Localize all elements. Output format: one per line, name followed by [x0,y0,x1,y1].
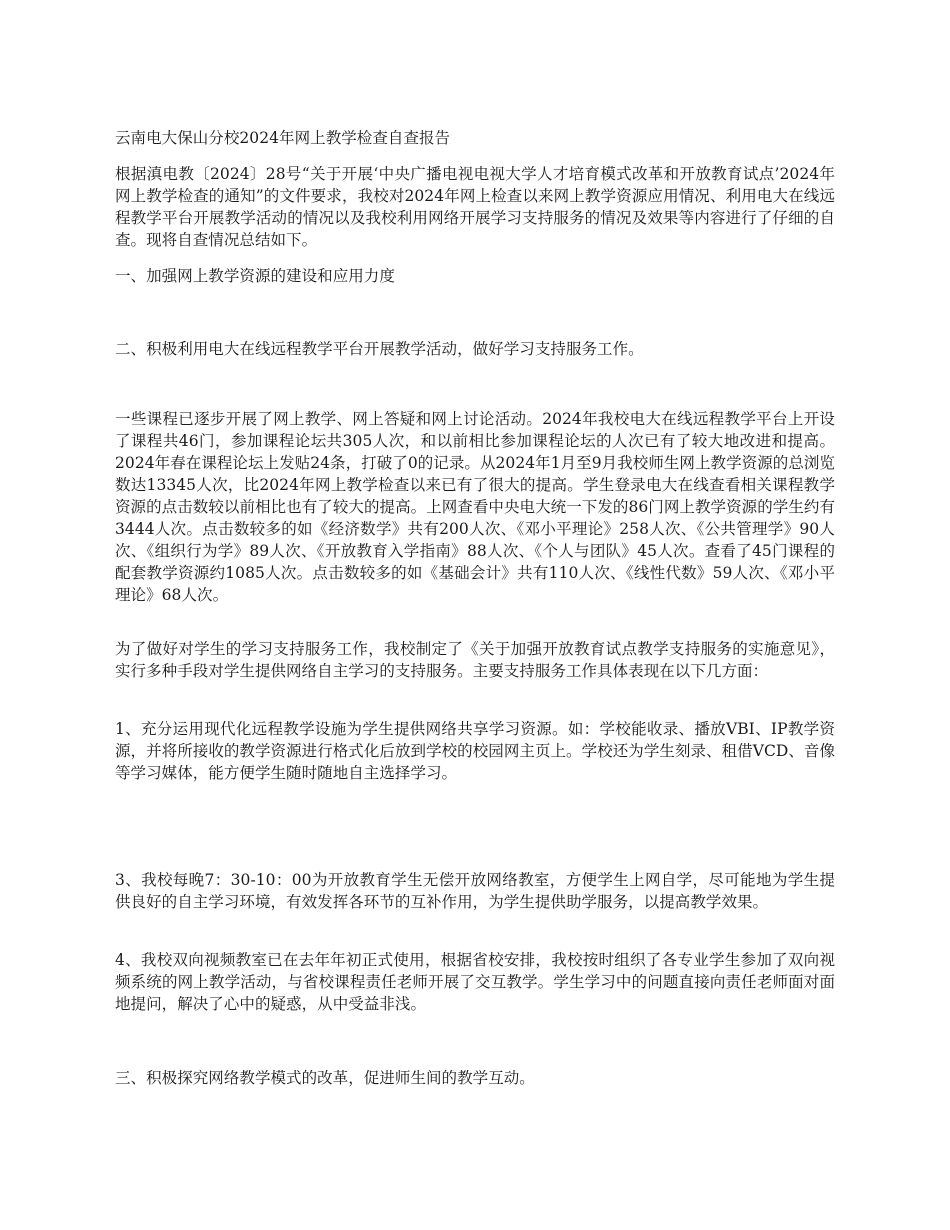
support-item-one: 1、充分运用现代化远程教学设施为学生提供网络共享学习资源。如：学校能收录、播放VBI、IP教学资源，并将所接收的教学资源进行格式化后放到学校的校园网主页上。学校还为学生刻录、租借VCD、音像等学习媒体，能方便学生随时随地自主选择学习。 [115,720,835,782]
section-heading-one: 一、加强网上教学资源的建设和应用力度 [115,267,395,285]
courses-paragraph: 一些课程已逐步开展了网上教学、网上答疑和网上讨论活动。2024年我校电大在线远程教学平台上开设了课程共46门，参加课程论坛共305人次，和以前相比参加课程论坛的人次已有了较大地改进和提高。2024年春在课程论坛上发贴24条，打破了0的记录。从2024年1月至9月我校师生网上教学资源的总浏览数达13345人次，比2024年网上教学检查以来已有了很大的提高。学生登录电大在线查看相关课程教学资源的点击数较以前相比也有了较大的提高。上网查看中央电大统一下发的86门网上教学资源的学生约有3444人次。点击数较多的如《经济数学》共有200人次、《邓小平理论》258人次、《公共管理学》90人次、《组织行为学》89人次、《开放教育入学指南》88人次、《个人与团队》45人次。查看了45门课程的配套教学资源约1085人次。点击数较多的如《基础会计》共有110人次、《线性代数》59人次、《邓小平理论》68人次。 [115,410,835,604]
section-heading-two: 二、积极利用电大在线远程教学平台开展教学活动，做好学习支持服务工作。 [115,340,644,358]
section-heading-three: 三、积极探究网络教学模式的改革，促进师生间的教学互动。 [115,1069,535,1087]
support-item-four: 4、我校双向视频教室已在去年年初正式使用，根据省校安排，我校按时组织了各专业学生参加了双向视频系统的网上教学活动，与省校课程责任老师开展了交互教学。学生学习中的问题直接向责任老师面对面地提问，解决了心中的疑惑，从中受益非浅。 [115,951,835,1013]
document-title: 云南电大保山分校2024年网上教学检查自查报告 [115,129,451,147]
intro-paragraph: 根据滇电教〔2024〕28号“关于开展‘中央广播电视电视大学人才培育模式改革和开放教育试点’2024年网上教学检查的通知”的文件要求，我校对2024年网上检查以来网上教学资源应用情况、利用电大在线远程教学平台开展教学活动的情况以及我校利用网络开展学习支持服务的情况及效果等内容进行了仔细的自查。现将自查情况总结如下。 [115,165,835,249]
support-paragraph: 为了做好对学生的学习支持服务工作，我校制定了《关于加强开放教育试点教学支持服务的实施意见》，实行多种手段对学生提供网络自主学习的支持服务。主要支持服务工作具体表现在以下几方面： [115,640,835,680]
support-item-three: 3、我校每晚7：30-10：00为开放教育学生无偿开放网络教室，方便学生上网自学，尽可能地为学生提供良好的自主学习环境，有效发挥各环节的互补作用，为学生提供助学服务，以提高教学效果。 [115,871,835,911]
